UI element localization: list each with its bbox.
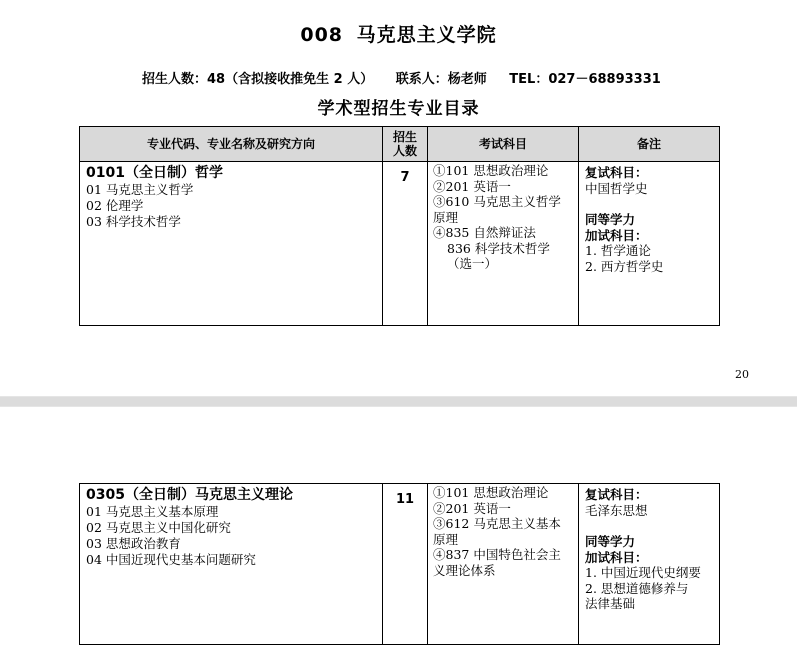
program-cell <box>80 162 383 326</box>
header-quota-line1: 招生 <box>392 130 417 144</box>
extra-label: 加试科目： <box>585 227 648 243</box>
exam-item: ②201 英语一 <box>433 178 511 194</box>
retest-subject: 毛泽东思想 <box>585 502 648 518</box>
table-header-row <box>80 127 720 162</box>
quota-value: 7 <box>400 170 410 185</box>
notes-cell <box>579 162 720 326</box>
exam-item: ①101 思想政治理论 <box>433 485 549 500</box>
catalog-subtitle: 学术型招生专业目录 <box>317 99 480 119</box>
notes-cell <box>579 484 720 645</box>
header-quota <box>383 127 428 162</box>
quota-value: 11 <box>395 492 415 507</box>
exam-item: ④837 中国特色社会主 义理论体系 <box>433 547 561 578</box>
table-row <box>80 484 720 645</box>
direction-item: 04 中国近现代史基本问题研究 <box>86 552 256 567</box>
retest-label: 复试科目： <box>585 165 648 180</box>
direction-item: 02 伦理学 <box>86 198 144 213</box>
retest-label: 复试科目： <box>585 487 648 502</box>
contact-info-line <box>142 68 661 87</box>
program-name: 0101（全日制）哲学 <box>86 165 223 181</box>
extra-subject: 2. 思想道德修养与 法律基础 <box>585 580 689 611</box>
direction-item: 01 马克思主义基本原理 <box>86 504 219 519</box>
contact-person: 联系人：杨老师 <box>395 72 487 87</box>
college-name: 马克思主义学院 <box>356 24 497 46</box>
college-title <box>0 20 797 47</box>
college-code: 008 <box>300 24 344 46</box>
extra-subject: 1. 中国近现代史纲要 <box>585 565 701 580</box>
program-cell <box>80 484 383 645</box>
retest-subject: 中国哲学史 <box>585 180 648 196</box>
program-table <box>79 483 720 645</box>
table-row <box>80 162 720 326</box>
program-table <box>79 126 720 326</box>
header-program: 专业代码、专业名称及研究方向 <box>80 127 383 162</box>
quota-cell <box>383 484 428 645</box>
exam-item: 836 科学技术哲学 （选一） <box>447 240 550 271</box>
direction-item: 03 思想政治教育 <box>86 536 181 551</box>
direction-item: 01 马克思主义哲学 <box>86 182 194 197</box>
enrollment-total: 招生人数：48（含拟接收推免生 2 人） <box>142 72 374 87</box>
extra-subject: 1. 哲学通论 <box>585 243 651 258</box>
page-number: 20 <box>735 368 749 381</box>
header-exams: 考试科目 <box>428 127 579 162</box>
exam-cell <box>428 162 579 326</box>
exam-item: ②201 英语一 <box>433 500 511 516</box>
equiv-label: 同等学力 <box>585 212 636 227</box>
extra-subject: 2. 西方哲学史 <box>585 258 664 274</box>
header-quota-line2: 人数 <box>392 144 417 158</box>
extra-label: 加试科目： <box>585 549 648 565</box>
equiv-label: 同等学力 <box>585 534 636 549</box>
exam-item: ④835 自然辩证法 <box>433 225 536 240</box>
exam-item: ①101 思想政治理论 <box>433 163 549 178</box>
direction-item: 02 马克思主义中国化研究 <box>86 520 231 535</box>
direction-item: 03 科学技术哲学 <box>86 214 181 229</box>
page-separator <box>0 397 797 406</box>
quota-cell <box>383 162 428 326</box>
exam-item: ③612 马克思主义基本 原理 <box>433 516 561 547</box>
exam-item: ③610 马克思主义哲学 原理 <box>433 194 561 225</box>
contact-phone: TEL：027－68893331 <box>509 72 661 87</box>
program-name: 0305（全日制）马克思主义理论 <box>86 487 293 503</box>
header-notes: 备注 <box>579 127 720 162</box>
exam-cell <box>428 484 579 645</box>
